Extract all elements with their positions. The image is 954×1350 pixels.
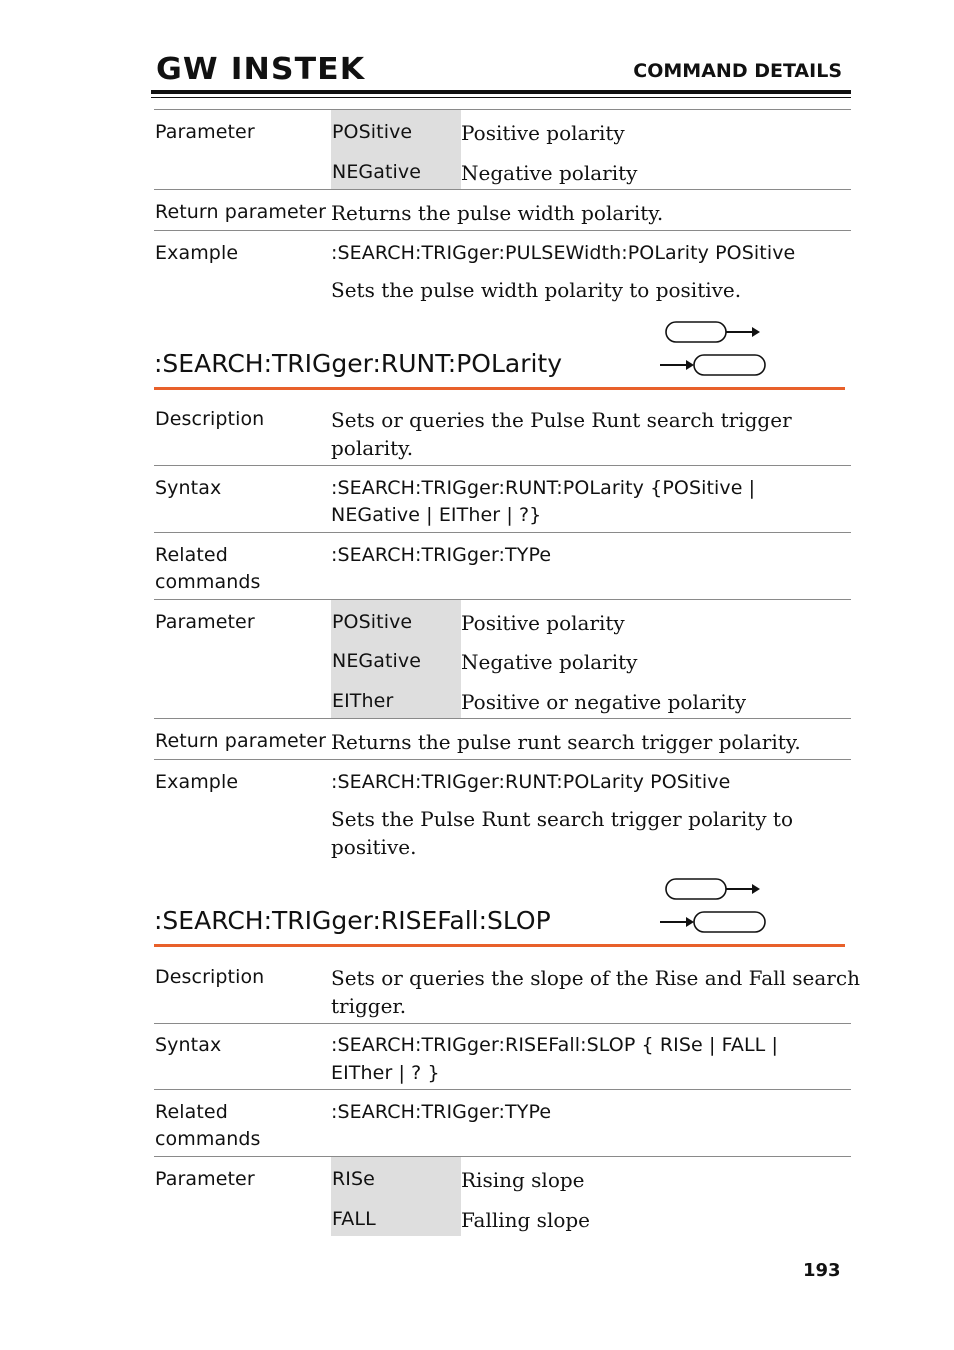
param-desc: Negative polarity	[461, 161, 638, 185]
related-commands-label: commands	[155, 1128, 261, 1150]
syntax-label: Syntax	[155, 477, 222, 499]
return-parameter-value: Returns the pulse width polarity.	[331, 201, 664, 225]
table-divider	[154, 189, 851, 190]
example-label: Example	[155, 771, 239, 793]
section-underline	[154, 387, 845, 390]
related-commands-value: :SEARCH:TRIGger:TYPe	[331, 544, 552, 566]
related-commands-label: commands	[155, 571, 261, 593]
description-label: Description	[155, 966, 265, 988]
syntax-label: Syntax	[155, 1034, 222, 1056]
parameter-label: Parameter	[155, 1168, 255, 1190]
description-text: polarity.	[331, 436, 414, 460]
header-title: COMMAND DETAILS	[633, 60, 842, 82]
param-code: EITher	[332, 690, 394, 712]
related-commands-label: Related	[155, 544, 228, 566]
param-code: POSitive	[332, 121, 413, 143]
table-divider	[154, 532, 851, 533]
return-parameter-label: Return parameter	[155, 730, 326, 752]
table-divider	[154, 109, 851, 110]
param-desc: Negative polarity	[461, 650, 638, 674]
example-label: Example	[155, 242, 239, 264]
example-description: positive.	[331, 835, 417, 859]
syntax-text: :SEARCH:TRIGger:RUNT:POLarity {POSitive |	[331, 477, 756, 499]
section-underline	[154, 944, 845, 947]
related-commands-label: Related	[155, 1101, 228, 1123]
description-text: Sets or queries the Pulse Runt search trigger	[331, 408, 792, 432]
header-rule-thick	[151, 90, 851, 94]
example-command: :SEARCH:TRIGger:PULSEWidth:POLarity POSitive	[331, 242, 796, 264]
header-rule-thin	[151, 97, 851, 98]
related-commands-value: :SEARCH:TRIGger:TYPe	[331, 1101, 552, 1123]
param-desc: Positive polarity	[461, 121, 625, 145]
table-divider	[154, 1023, 851, 1024]
example-description: Sets the pulse width polarity to positive.	[331, 278, 742, 302]
param-desc: Rising slope	[461, 1168, 585, 1192]
example-description: Sets the Pulse Runt search trigger polarity to	[331, 807, 793, 831]
description-text: Sets or queries the slope of the Rise and Fall search	[331, 966, 860, 990]
param-code: NEGative	[332, 161, 422, 183]
return-parameter-value: Returns the pulse runt search trigger polarity.	[331, 730, 801, 754]
table-divider	[154, 599, 851, 600]
section-title-runt: :SEARCH:TRIGger:RUNT:POLarity	[154, 349, 563, 378]
table-divider	[154, 759, 851, 760]
description-text: trigger.	[331, 994, 407, 1018]
section-title-risefall: :SEARCH:TRIGger:RISEFall:SLOP	[154, 906, 551, 935]
description-label: Description	[155, 408, 265, 430]
param-desc: Positive polarity	[461, 611, 625, 635]
param-code: NEGative	[332, 650, 422, 672]
syntax-text: :SEARCH:TRIGger:RISEFall:SLOP { RISe | FALL |	[331, 1034, 778, 1056]
parameter-label: Parameter	[155, 611, 255, 633]
gw-instek-logo: GW INSTEK	[156, 52, 366, 87]
page-number: 193	[803, 1260, 841, 1281]
param-code: FALL	[332, 1208, 376, 1230]
param-desc: Positive or negative polarity	[461, 690, 747, 714]
parameter-label: Parameter	[155, 121, 255, 143]
table-divider	[154, 465, 851, 466]
table-divider	[154, 1089, 851, 1090]
table-divider	[154, 1156, 851, 1157]
syntax-text: NEGative | EITher | ?}	[331, 504, 542, 526]
param-desc: Falling slope	[461, 1208, 591, 1232]
syntax-text: EITher | ? }	[331, 1062, 440, 1084]
param-code: RISe	[332, 1168, 375, 1190]
set-query-icon	[658, 875, 768, 937]
set-query-icon	[658, 318, 768, 380]
param-code: POSitive	[332, 611, 413, 633]
return-parameter-label: Return parameter	[155, 201, 326, 223]
table-divider	[154, 230, 851, 231]
example-command: :SEARCH:TRIGger:RUNT:POLarity POSitive	[331, 771, 731, 793]
table-divider	[154, 718, 851, 719]
